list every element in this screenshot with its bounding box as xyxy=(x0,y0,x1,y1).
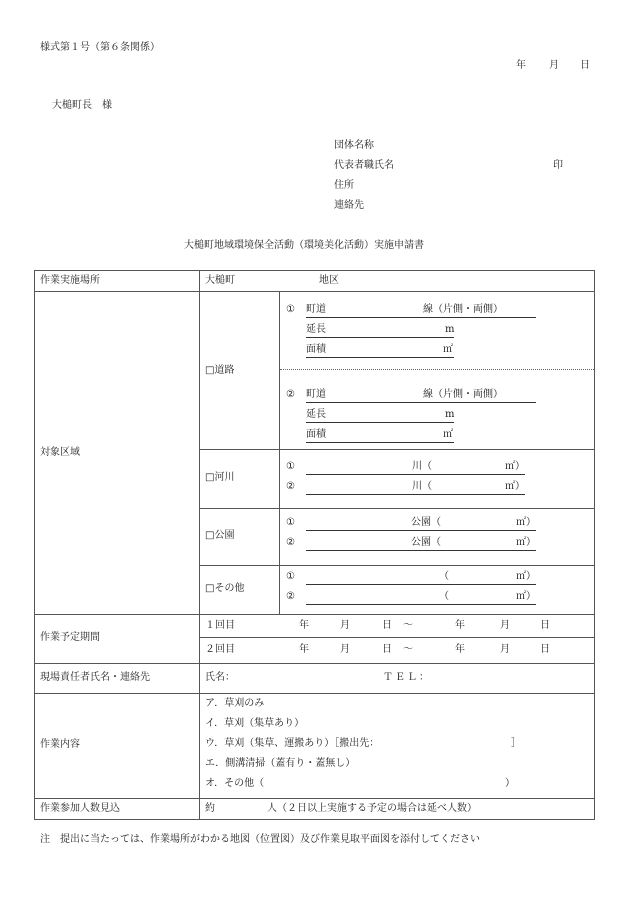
schedule-row2-end-year[interactable]: 年 xyxy=(455,644,465,655)
road2-road-label: 町道 xyxy=(306,389,326,400)
schedule-row1-tilde: 〜 xyxy=(403,620,413,631)
representative-label: 代表者職氏名 xyxy=(334,160,394,171)
addressee: 大槌町長 様 xyxy=(52,100,112,111)
road2-name-field[interactable] xyxy=(306,388,536,403)
park-row2-number: ② xyxy=(286,537,295,548)
other-row1-field[interactable] xyxy=(306,570,536,590)
work-option-e[interactable]: オ．その他（ xyxy=(205,778,265,789)
road1-length-field[interactable] xyxy=(306,323,454,338)
road2-length-unit: m xyxy=(445,409,455,420)
date-year-label: 年 xyxy=(516,60,526,71)
park-checkbox[interactable]: □公園 xyxy=(205,530,235,541)
target-area-label: 対象区域 xyxy=(40,447,80,458)
work-option-c-bracket: ］ xyxy=(511,738,521,749)
schedule-row1-start-year[interactable]: 年 xyxy=(299,620,309,631)
schedule-row1-end-day[interactable]: 日 xyxy=(540,620,550,631)
river-checkbox[interactable]: □河川 xyxy=(205,472,235,483)
road1-area-field[interactable] xyxy=(306,343,454,358)
road2-area-label: 面積 xyxy=(306,429,326,440)
park-row2-name: 公園（ xyxy=(411,537,441,548)
road2-line-label: 線（片側・両側） xyxy=(423,389,503,400)
participants-count-field[interactable]: 人（２日以上実施する予定の場合は延べ人数） xyxy=(267,803,477,814)
park-row2-unit: ㎡） xyxy=(516,537,536,548)
schedule-row2-end-month[interactable]: 月 xyxy=(500,644,510,655)
other-row1-unit: ㎡） xyxy=(516,571,536,582)
schedule-label: 作業予定期間 xyxy=(40,632,100,643)
road1-name-field[interactable] xyxy=(306,303,536,318)
road2-length-label: 延長 xyxy=(306,409,326,420)
other-row2-unit: ㎡） xyxy=(516,591,536,602)
org-name-label: 団体名称 xyxy=(334,140,374,151)
park-row2-field[interactable] xyxy=(306,536,536,556)
schedule-row1-start-day[interactable]: 日 xyxy=(382,620,392,631)
document-title: 大槌町地域環境保全活動（環境美化活動）実施申請書 xyxy=(184,240,424,251)
work-option-a[interactable]: ア．草刈のみ xyxy=(205,698,265,709)
park-row1-name: 公園（ xyxy=(411,517,441,528)
other-row2-name: （ xyxy=(439,591,449,602)
other-row1-name: （ xyxy=(439,571,449,582)
work-option-e-paren: ） xyxy=(505,778,515,789)
seal-mark: 印 xyxy=(553,160,563,171)
work-option-c[interactable]: ウ．草刈（集草、運搬あり）［搬出先： xyxy=(205,738,380,749)
form-number: 様式第１号（第６条関係） xyxy=(40,42,160,53)
river-row2-number: ② xyxy=(286,481,295,492)
other-row2-number: ② xyxy=(286,591,295,602)
river-row1-number: ① xyxy=(286,461,295,472)
road1-number: ① xyxy=(286,304,295,315)
schedule-row1-start-month[interactable]: 月 xyxy=(340,620,350,631)
manager-tel-field[interactable]: ＴＥＬ： xyxy=(383,672,431,683)
participants-label: 作業参加人数見込 xyxy=(40,803,120,814)
application-table xyxy=(34,270,595,820)
schedule-row2-end-day[interactable]: 日 xyxy=(540,644,550,655)
road1-road-label: 町道 xyxy=(306,304,326,315)
other-row1-number: ① xyxy=(286,571,295,582)
road-checkbox[interactable]: □道路 xyxy=(205,365,235,376)
road1-line-label: 線（片側・両側） xyxy=(423,304,503,315)
schedule-row2-count: ２回目 xyxy=(205,644,235,655)
river-row2-unit: ㎡） xyxy=(505,481,525,492)
manager-label: 現場責任者氏名・連絡先 xyxy=(40,672,150,683)
road2-area-field[interactable] xyxy=(306,428,454,443)
contact-label: 連絡先 xyxy=(334,200,364,211)
address-label: 住所 xyxy=(334,180,354,191)
location-label: 作業実施場所 xyxy=(40,275,100,286)
schedule-row2-tilde: 〜 xyxy=(403,644,413,655)
road2-area-unit: ㎡ xyxy=(443,429,453,440)
road1-length-label: 延長 xyxy=(306,324,326,335)
road2-length-field[interactable] xyxy=(306,408,454,423)
location-town: 大槌町 xyxy=(205,275,235,286)
date-day-label: 日 xyxy=(580,60,590,71)
schedule-row2-start-month[interactable]: 月 xyxy=(340,644,350,655)
road1-length-unit: m xyxy=(445,324,455,335)
schedule-row2-start-day[interactable]: 日 xyxy=(382,644,392,655)
work-content-label: 作業内容 xyxy=(40,739,80,750)
park-row1-number: ① xyxy=(286,517,295,528)
river-row1-field[interactable] xyxy=(306,460,525,480)
river-row1-name: 川（ xyxy=(412,461,432,472)
manager-name-field[interactable]: 氏名： xyxy=(205,672,235,683)
river-row2-field[interactable] xyxy=(306,480,525,500)
park-row1-field[interactable] xyxy=(306,516,536,536)
location-district: 地区 xyxy=(319,275,339,286)
river-row1-unit: ㎡） xyxy=(505,461,525,472)
work-option-d[interactable]: エ．側溝清掃（蓋有り・蓋無し） xyxy=(205,758,356,769)
river-row2-name: 川（ xyxy=(412,481,432,492)
participants-prefix: 約 xyxy=(205,803,215,814)
footnote: 注 提出に当たっては、作業場所がわかる地図（位置図）及び作業見取平面図を添付してください xyxy=(40,834,480,845)
schedule-row1-count: １回目 xyxy=(205,620,235,631)
other-checkbox[interactable]: □その他 xyxy=(205,583,245,594)
schedule-row2-start-year[interactable]: 年 xyxy=(299,644,309,655)
date-month-label: 月 xyxy=(549,60,559,71)
schedule-row1-end-month[interactable]: 月 xyxy=(500,620,510,631)
park-row1-unit: ㎡） xyxy=(516,517,536,528)
road2-number: ② xyxy=(286,389,295,400)
road1-area-unit: ㎡ xyxy=(443,344,453,355)
other-row2-field[interactable] xyxy=(306,590,536,610)
road1-area-label: 面積 xyxy=(306,344,326,355)
work-option-b[interactable]: イ．草刈（集草あり） xyxy=(205,718,305,729)
schedule-row1-end-year[interactable]: 年 xyxy=(455,620,465,631)
